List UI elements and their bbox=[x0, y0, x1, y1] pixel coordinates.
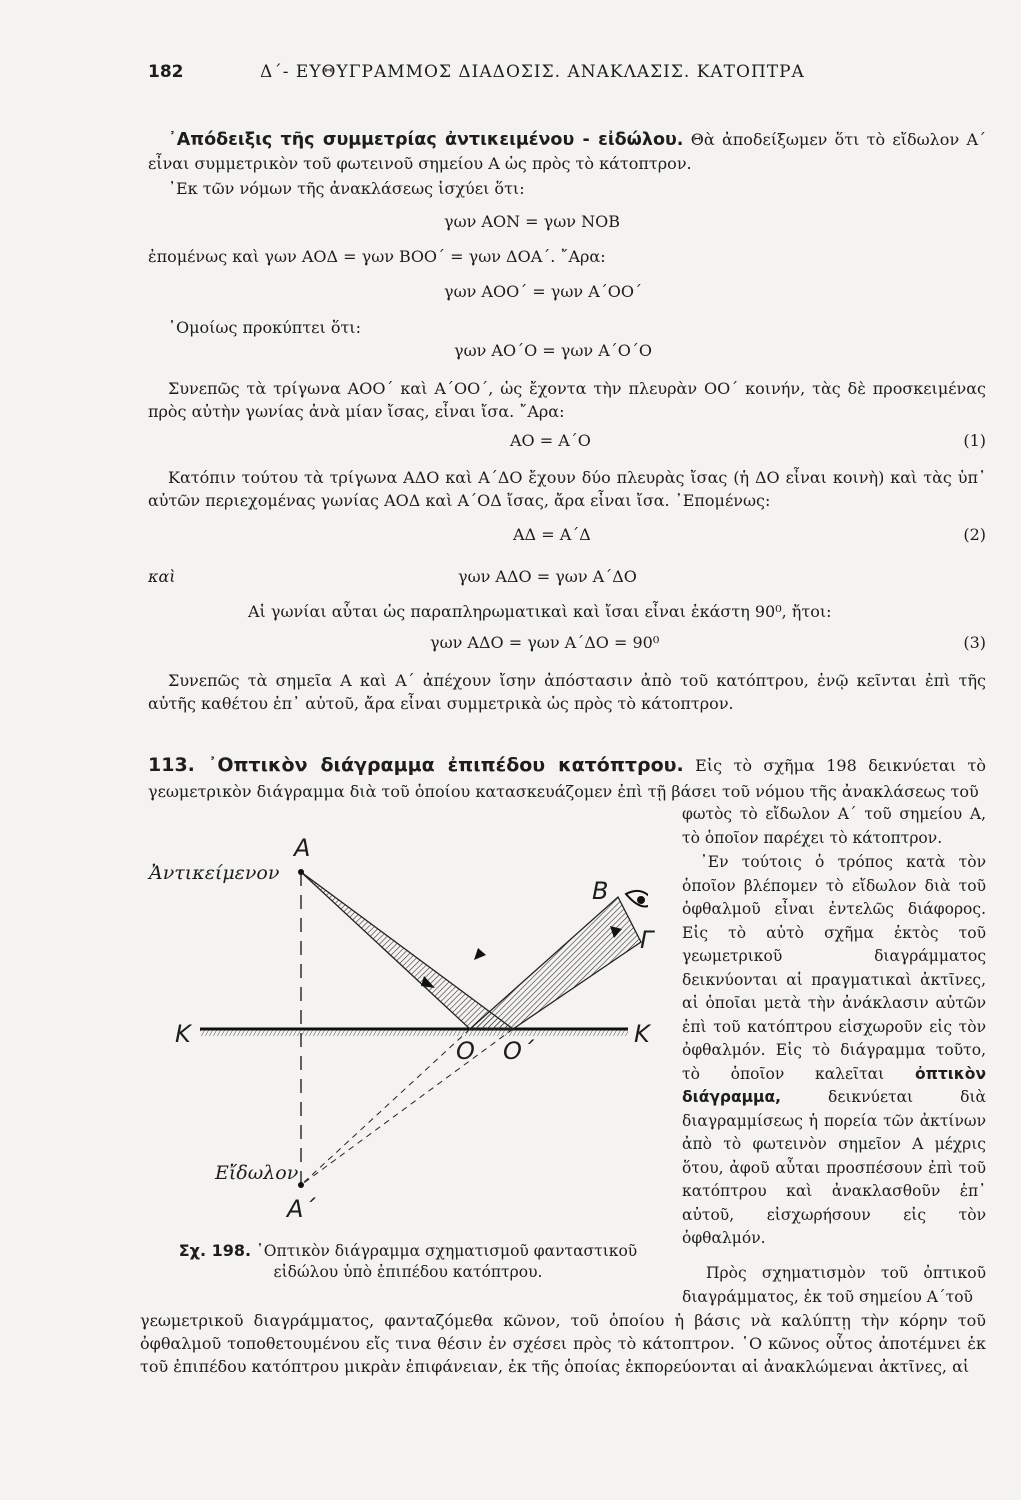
virtual-ray-1 bbox=[301, 1029, 470, 1185]
proof-paragraph-8: Συνεπῶς τὰ σημεῖα Α καὶ Α΄ ἀπέχουν ἴσην ἀπόστασιν ἀπὸ τοῦ κατόπτρου, ἐνῷ κεῖνται ἐπὶ τῆς αὐτῆς καθέτου ἐπ᾿ αὐτοῦ, ἄρα εἶναι συμμετρικὰ ὡς πρὸς τὸ κάτοπτρον. bbox=[148, 671, 986, 713]
equation-3: γων ΑΟ΄Ο = γων Α΄Ο΄Ο bbox=[454, 341, 652, 360]
label-K-left: K bbox=[175, 1020, 191, 1048]
eye-pupil-icon bbox=[637, 896, 645, 904]
section-113-intro-text: Εἰς τὸ σχῆμα 198 δεικνύεται τὸ γεωμετρικὸν διάγραμμα διὰ τοῦ ὁποίου κατασκευάζομεν ἐπὶ τῇ βάσει τοῦ νόμου τῆς ἀνακλάσεως τοῦ bbox=[148, 756, 986, 801]
optical-diagram-term: ὀπτικὸν διάγραμμα, bbox=[682, 1064, 986, 1106]
side-text-b-main: ᾿Εν τούτοις ὁ τρόπος κατὰ τὸν ὁποῖον βλέπομεν τὸ εἴδωλον διὰ τοῦ ὀφθαλμοῦ εἶναι ἐντελῶς διάφορος. Εἰς τὸ αὐτὸ σχῆμα ἐκτὸς τοῦ γεωμετρικοῦ διαγράμματος δεικνύονται αἱ πραγματικαὶ ἀκτῖνες, αἱ ὁποῖαι μετὰ τὴν ἀνάκλασιν αὐτῶν ἐπὶ τοῦ κατόπτρου εἰσχωροῦν εἰς τὸν ὀφθαλμόν. Εἰς τὸ διάγραμμα τοῦτο, τὸ ὁποῖον καλεῖται bbox=[682, 853, 986, 1083]
side-text-a: φωτὸς τὸ εἴδωλον Α΄ τοῦ σημείου Α, τὸ ὁποῖον παρέχει τὸ κάτοπτρον. bbox=[682, 805, 986, 847]
equation-1: γων ΑΟΝ = γων ΝΟΒ bbox=[444, 212, 620, 231]
proof-paragraph-7: Αἱ γωνίαι αὗται ὡς παραπληρωματικαὶ καὶ ἴσαι εἶναι ἑκάστη 90⁰, ἤτοι: bbox=[248, 602, 832, 621]
proof-intro: Θὰ ἀποδείξωμεν ὅτι τὸ εἴδωλον Α΄ εἶναι συμμετρικὸν τοῦ φωτεινοῦ σημείου Α ὡς πρὸς τὸ κάτοπτρον. bbox=[148, 130, 987, 173]
proof-heading: ᾿Απόδειξις τῆς συμμετρίας ἀντικειμένου - εἰδώλου. bbox=[168, 130, 684, 150]
equation-number-3: (3) bbox=[963, 633, 986, 652]
proof-paragraph-2: ᾿Εκ τῶν νόμων τῆς ἀνακλάσεως ἰσχύει ὅτι: bbox=[168, 179, 525, 198]
equation-6: γων ΑΔΟ = γων Α΄ΔΟ bbox=[458, 567, 637, 586]
point-A bbox=[298, 869, 304, 875]
equation-5: ΑΔ = Α΄Δ bbox=[513, 525, 591, 544]
label-image: Εἴδωλον bbox=[215, 1162, 299, 1184]
side-text-c: Πρὸς σχηματισμὸν τοῦ ὀπτικοῦ διαγράμματος, ἐκ τοῦ σημείου Α΄τοῦ bbox=[682, 1264, 986, 1306]
incident-beam bbox=[301, 872, 513, 1029]
equation-7: γων ΑΔΟ = γων Α΄ΔΟ = 90⁰ bbox=[430, 633, 660, 652]
label-object: Ἀντικείμενον bbox=[149, 862, 280, 884]
and-word: καὶ bbox=[148, 567, 176, 586]
reflected-beam bbox=[470, 897, 641, 1029]
section-113-intro bbox=[148, 752, 986, 805]
proof-paragraph-4: ῾Ομοίως προκύπτει ὅτι: bbox=[168, 318, 361, 337]
caption-number: Σχ. 198. bbox=[178, 1241, 252, 1260]
side-text-b-rest: δεικνύεται διὰ διαγραμμίσεως ἡ πορεία τῶν ἀκτίνων ἀπὸ τὸ φωτεινὸν σημεῖον Α μέχρις ὅτου, ἀφοῦ αὗται προσπέσουν ἐπὶ τοῦ κατόπτρου καὶ ἀνακλασθοῦν ἐπ᾿ αὐτοῦ, εἰσχωρήσουν εἰς τὸν ὀφθαλμόν. bbox=[682, 1088, 986, 1247]
page bbox=[140, 0, 987, 1500]
label-B: B bbox=[592, 877, 609, 905]
label-O-prime: O΄ bbox=[503, 1037, 534, 1065]
equation-number-1: (1) bbox=[963, 431, 986, 450]
proof-paragraph-5: Συνεπῶς τὰ τρίγωνα ΑΟΟ΄ καὶ Α΄ΟΟ΄, ὡς ἔχοντα τὴν πλευρὰν ΟΟ΄ κοινήν, τὰς δὲ προσκειμένας πρὸς αὐτὴν γωνίας ἀνὰ μίαν ἴσας, εἶναι ἴσα. ῎Αρα: bbox=[148, 379, 986, 421]
label-A: A bbox=[294, 834, 311, 862]
point-A-prime bbox=[298, 1182, 304, 1188]
equation-4: ΑΟ = Α΄Ο bbox=[510, 431, 591, 450]
proof-paragraph-1 bbox=[148, 128, 986, 176]
running-title: Δ΄- ΕΥΘΥΓΡΑΜΜΟΣ ΔΙΑΔΟΣΙΣ. ΑΝΑΚΛΑΣΙΣ. ΚΑΤΟΠΤΡΑ bbox=[260, 62, 805, 82]
label-K-right: K bbox=[634, 1020, 650, 1048]
figure-198-diagram bbox=[148, 830, 648, 1280]
virtual-ray-2 bbox=[301, 1029, 513, 1185]
section-113-heading: 113. ᾿Οπτικὸν διάγραμμα ἐπιπέδου κατόπτρου. bbox=[148, 754, 684, 776]
equation-number-2: (2) bbox=[963, 525, 986, 544]
caption-text: ᾿Οπτικὸν διάγραμμα σχηματισμοῦ φανταστικοῦ εἰδώλου ὑπὸ ἐπιπέδου κατόπτρου. bbox=[251, 1242, 638, 1281]
figure-caption bbox=[148, 1240, 668, 1283]
side-text-b bbox=[682, 851, 986, 1251]
label-O: O bbox=[456, 1037, 475, 1065]
page-number: 182 bbox=[148, 62, 184, 82]
proof-paragraph-3: ἐπομένως καὶ γων ΑΟΔ = γων ΒΟΟ΄ = γων ΔΟΑ΄. ῎Αρα: bbox=[148, 247, 606, 266]
label-Gamma: Γ bbox=[640, 926, 654, 954]
reflected-arrow bbox=[474, 948, 486, 960]
label-A-prime: A΄ bbox=[287, 1195, 316, 1223]
bottom-paragraph: γεωμετρικοῦ διαγράμματος, φανταζόμεθα κῶνον, τοῦ ὁποίου ἡ βάσις νὰ καλύπτῃ τὴν κόρην τοῦ ὀφθαλμοῦ τοποθετουμένου εἴς τινα θέσιν ἐν σχέσει πρὸς τὸ κάτοπτρον. ῾Ο κῶνος οὗτος ἀποτέμνει ἐκ τοῦ ἐπιπέδου κατόπτρου μικρὰν ἐπιφάνειαν, ἐκ τῆς ὁποίας ἐκπορεύονται αἱ ἀνακλώμεναι ἀκτῖνες, αἱ bbox=[140, 1311, 986, 1376]
proof-paragraph-6: Κατόπιν τούτου τὰ τρίγωνα ΑΔΟ καὶ Α΄ΔΟ ἔχουν δύο πλευρὰς ἴσας (ἡ ΔΟ εἶναι κοινὴ) καὶ τὰς ὑπ᾿ αὐτῶν περιεχομένας γωνίας ΑΟΔ καὶ Α΄ΟΔ ἴσας, ἄρα εἶναι ἴσα. ᾿Επομένως: bbox=[148, 468, 986, 510]
equation-2: γων ΑΟΟ΄ = γων Α΄ΟΟ΄ bbox=[444, 282, 642, 301]
